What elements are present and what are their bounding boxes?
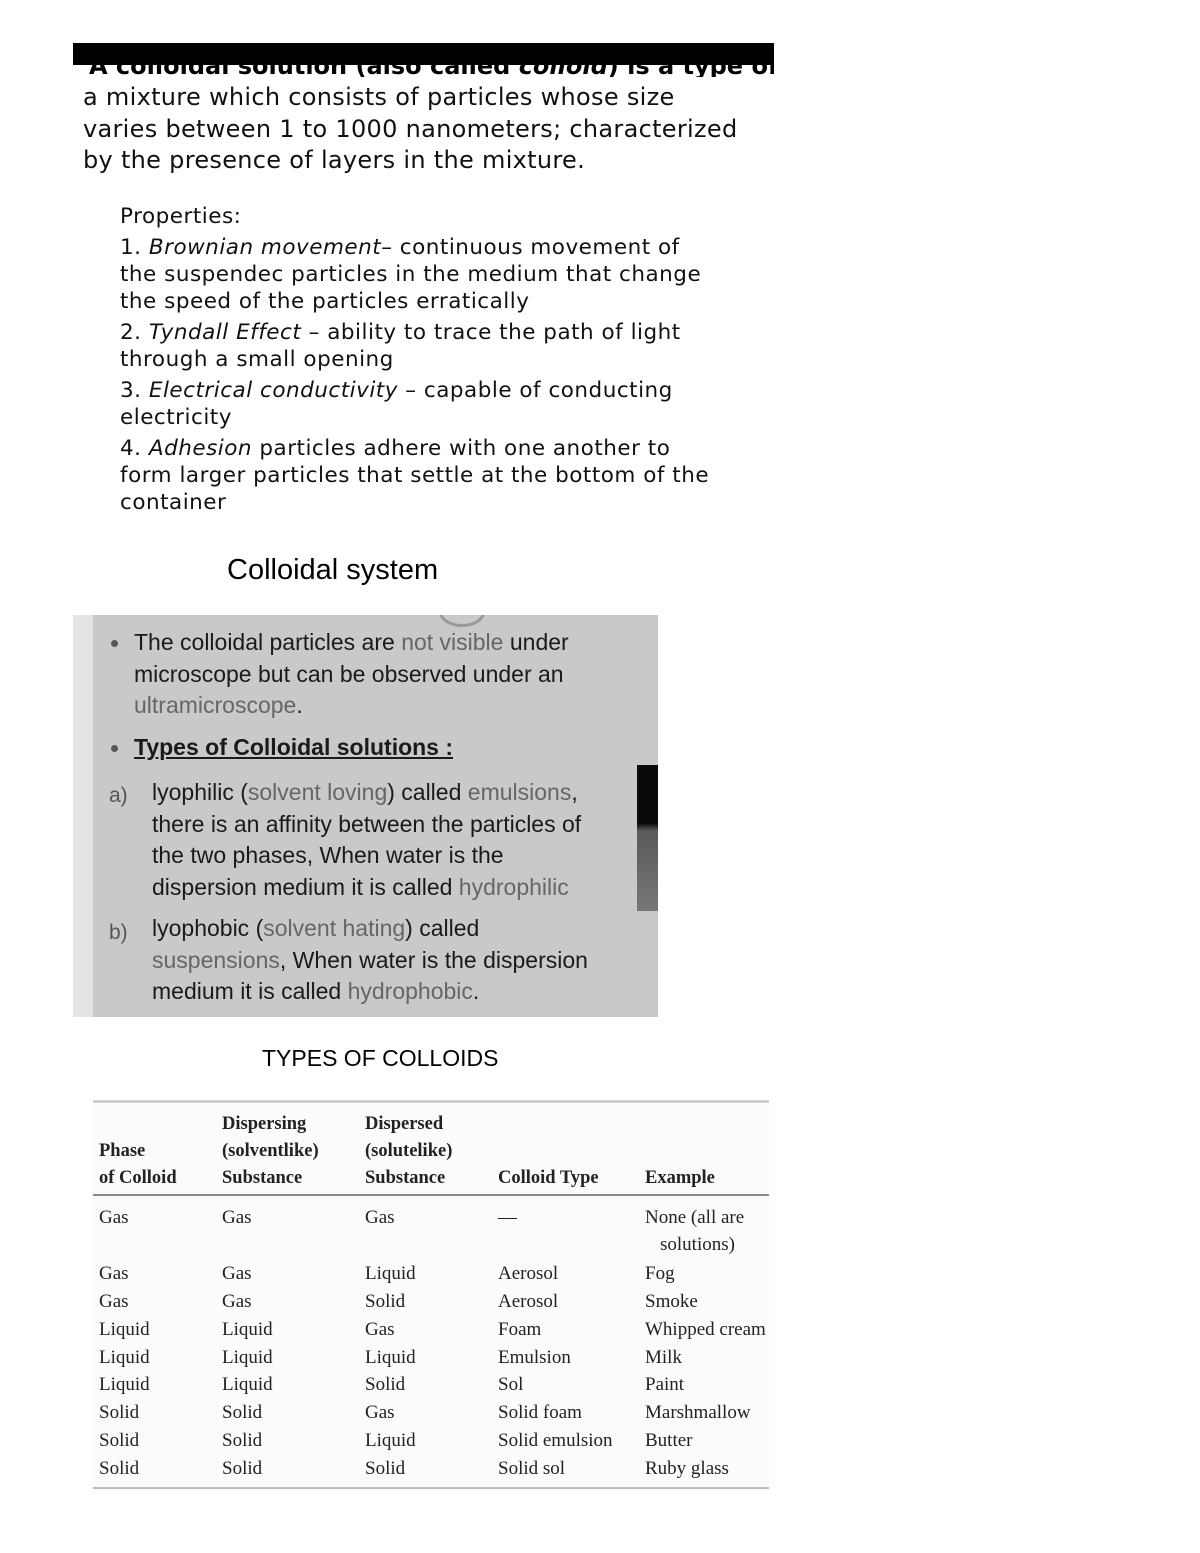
slide-text-highlight: hydrophilic <box>458 873 569 900</box>
slide-text: lyophobic ( <box>152 915 264 941</box>
cell-example: Fog <box>645 1263 675 1284</box>
slide-text: . <box>296 692 303 718</box>
cell-example: Ruby glass <box>645 1458 729 1479</box>
cell-phase: Solid <box>99 1430 140 1451</box>
cell-dispersed: Liquid <box>365 1430 416 1451</box>
cell-example: Whipped cream <box>645 1319 766 1340</box>
intro-line: by the presence of layers in the mixture. <box>83 146 586 174</box>
slide-item-lyophobic <box>152 913 588 1008</box>
redaction-bar <box>73 43 774 65</box>
header-line: Dispersing <box>222 1114 307 1134</box>
slide-text-highlight: emulsions <box>467 779 572 805</box>
cell-dispersing: Gas <box>222 1263 252 1284</box>
slide-item-lyophilic <box>152 777 581 903</box>
cell-dispersed: Gas <box>365 1207 395 1228</box>
property-continuation: electricity <box>120 405 232 430</box>
cell-example: Paint <box>645 1374 685 1395</box>
cell-example-line: None (all are <box>645 1207 745 1228</box>
cell-dispersed: Liquid <box>365 1263 416 1284</box>
property-number: 1. <box>120 235 149 260</box>
cell-dispersed: Solid <box>365 1291 406 1312</box>
cell-example <box>645 1204 744 1258</box>
slide-dark-bar <box>637 765 658 911</box>
property-item <box>120 435 760 516</box>
table-bottom-rule <box>93 1487 769 1489</box>
slide-paragraph-visibility <box>134 627 569 722</box>
header-line: Dispersed <box>365 1114 444 1134</box>
slide-text: lyophilic ( <box>152 779 248 805</box>
cell-dispersed: Solid <box>365 1458 406 1479</box>
property-continuation: container <box>120 490 227 515</box>
slide-text: dispersion medium it is called <box>152 873 459 900</box>
cell-dispersing: Solid <box>222 1458 263 1479</box>
table-header-rule <box>93 1194 769 1196</box>
property-item <box>120 377 760 431</box>
slide-text-highlight: not visible <box>401 629 504 655</box>
cell-phase: Gas <box>99 1263 129 1284</box>
cell-dispersed: Gas <box>365 1402 395 1423</box>
cell-colloid-type: Solid sol <box>498 1458 566 1479</box>
slide-text-highlight: ultramicroscope <box>134 692 297 718</box>
properties-heading: Properties: <box>120 204 242 229</box>
properties-section <box>120 203 760 516</box>
column-header-colloid-type <box>498 1165 599 1192</box>
slide-left-strip <box>73 615 93 1017</box>
property-description: – ability to trace the path of light <box>301 320 681 345</box>
property-number: 2. <box>120 320 149 345</box>
slide-text: microscope but can be observed under an <box>134 660 564 687</box>
property-description: particles adhere with one another to <box>252 436 671 461</box>
cell-example: Milk <box>645 1347 682 1368</box>
intro-line: varies between 1 to 1000 nanometers; characterized <box>83 114 738 143</box>
property-term: Tyndall Effect <box>148 320 302 345</box>
intro-line: a mixture which consists of particles whose size <box>83 83 675 111</box>
cell-colloid-type: Aerosol <box>498 1263 559 1284</box>
cell-colloid-type: Solid emulsion <box>498 1430 613 1451</box>
column-header-phase <box>99 1138 177 1192</box>
header-line: (solutelike) <box>365 1141 453 1161</box>
slide-text: there is an affinity between the particles of <box>152 810 582 837</box>
property-term: Brownian movement <box>148 235 382 260</box>
cell-colloid-type: Emulsion <box>498 1347 571 1368</box>
cell-colloid-type: Foam <box>498 1319 542 1340</box>
property-item <box>120 234 760 315</box>
cell-dispersed: Gas <box>365 1319 395 1340</box>
property-continuation: through a small opening <box>120 347 394 372</box>
property-description: – capable of conducting <box>397 378 673 403</box>
cell-example: Smoke <box>645 1291 698 1312</box>
cell-colloid-type: Aerosol <box>498 1291 559 1312</box>
property-description: – continuous movement of <box>381 235 680 260</box>
property-continuation: form larger particles that settle at the bottom of the <box>120 463 710 488</box>
header-line: Colloid Type <box>498 1168 599 1188</box>
slide-text: The colloidal particles are <box>134 629 402 655</box>
cell-example: Marshmallow <box>645 1402 751 1423</box>
header-line: Phase <box>99 1141 146 1161</box>
slide-text: under <box>503 629 569 655</box>
property-number: 4. <box>120 436 149 461</box>
intro-paragraph <box>83 82 773 177</box>
types-of-colloids-title: TYPES OF COLLOIDS <box>262 1045 499 1071</box>
column-header-example <box>645 1165 715 1192</box>
header-line: Example <box>645 1168 715 1188</box>
property-item <box>120 319 760 373</box>
list-label-b: b) <box>109 921 128 944</box>
slide-text: ) called <box>405 915 480 941</box>
property-continuation: the speed of the particles erratically <box>120 289 530 314</box>
cell-phase: Solid <box>99 1402 140 1423</box>
cell-dispersing: Solid <box>222 1402 263 1423</box>
bullet-icon <box>111 745 118 752</box>
header-line: (solventlike) <box>222 1141 319 1161</box>
cell-phase: Liquid <box>99 1319 150 1340</box>
cell-dispersing: Solid <box>222 1430 263 1451</box>
slide-text-highlight: hydrophobic <box>347 978 473 1004</box>
slide-circle-icon <box>439 615 485 627</box>
cell-phase: Gas <box>99 1207 129 1228</box>
slide-text: medium it is called <box>152 978 348 1004</box>
cell-phase: Gas <box>99 1291 129 1312</box>
cell-dispersing: Gas <box>222 1291 252 1312</box>
table-top-rule <box>93 1100 769 1103</box>
cell-colloid-type: Solid foam <box>498 1402 582 1423</box>
header-line: Substance <box>365 1168 446 1188</box>
slide-text-highlight: solvent hating <box>263 915 406 941</box>
property-continuation: the suspendec particles in the medium that change <box>120 262 702 287</box>
list-label-a: a) <box>109 784 128 807</box>
cell-phase: Liquid <box>99 1374 150 1395</box>
cell-dispersed: Solid <box>365 1374 406 1395</box>
cell-example-line: solutions) <box>660 1234 735 1255</box>
cell-colloid-type: Sol <box>498 1374 524 1395</box>
column-header-dispersing <box>222 1111 319 1192</box>
slide-types-heading: Types of Colloidal solutions : <box>134 734 454 760</box>
cell-colloid-type: — <box>498 1207 517 1228</box>
property-term: Adhesion <box>148 436 253 461</box>
cell-phase: Liquid <box>99 1347 150 1368</box>
cell-dispersed: Liquid <box>365 1347 416 1368</box>
slide-text: the two phases, When water is the <box>152 842 504 868</box>
bullet-icon <box>111 640 118 647</box>
cell-dispersing: Liquid <box>222 1319 273 1340</box>
slide-text: . <box>472 978 480 1004</box>
colloidal-system-title: Colloidal system <box>227 554 439 586</box>
slide-image <box>73 615 658 1017</box>
slide-text-highlight: solvent loving <box>247 779 388 805</box>
slide-text: ) called <box>387 779 468 805</box>
property-number: 3. <box>120 378 149 403</box>
header-line: of Colloid <box>99 1168 177 1188</box>
cell-phase: Solid <box>99 1458 140 1479</box>
cell-dispersing: Liquid <box>222 1374 273 1395</box>
property-term: Electrical conductivity <box>148 378 398 403</box>
cell-example: Butter <box>645 1430 693 1451</box>
slide-text: , <box>571 779 578 805</box>
slide-text: , When water is the dispersion <box>279 946 588 973</box>
slide-text-highlight: suspensions <box>152 946 280 973</box>
cell-dispersing: Gas <box>222 1207 252 1228</box>
header-line: Substance <box>222 1168 303 1188</box>
cell-dispersing: Liquid <box>222 1347 273 1368</box>
column-header-dispersed <box>365 1111 452 1192</box>
